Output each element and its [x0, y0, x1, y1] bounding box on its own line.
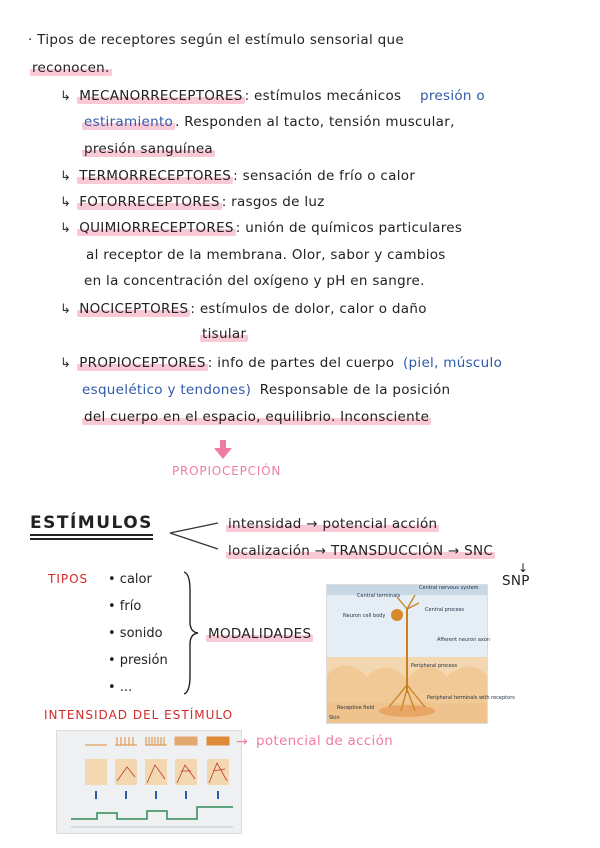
arrow-icon: ↳ [60, 89, 72, 104]
modalidades-label [206, 626, 313, 642]
fig-afferent-label: Afferent neuron axon [437, 637, 490, 643]
estimulos-title [30, 513, 153, 540]
neuron-illustration [327, 585, 487, 723]
quimio-desc: : unión de químicos particulares [235, 220, 463, 236]
noci-desc-2: tisular [202, 326, 247, 342]
quimio-line-3 [84, 273, 425, 289]
mecano-line-2 [82, 114, 455, 130]
propio-blue-1: (piel, músculo [402, 355, 503, 371]
mecano-line-1 [60, 88, 485, 104]
tipo-item: • frío [108, 599, 142, 614]
tipo-item: • calor [108, 572, 152, 587]
propio-line-2 [82, 382, 450, 398]
modalidades-text: MODALIDADES [208, 626, 312, 642]
title-underline-2 [30, 538, 153, 540]
title-underline [30, 534, 153, 536]
tipo-item: • ... [108, 680, 133, 695]
fig-skin-label: Skin [329, 715, 340, 721]
intro-line-1 [28, 32, 404, 48]
branch-localizacion-text: localización → TRANSDUCCIÓN → SNC [228, 543, 494, 559]
propio-title: PROPIOCEPTORES [79, 355, 206, 371]
fig-neuron-body-label: Neuron cell body [343, 613, 386, 619]
mecano-desc: : estímulos mecánicos [244, 88, 402, 104]
propio-desc: : info de partes del cuerpo [207, 355, 395, 371]
snc-down-arrow-icon: ↓ [518, 561, 529, 575]
quimio-line-2 [86, 247, 446, 263]
tipo-item: • sonido [108, 626, 163, 641]
fig-cns-label: Central nervous system [419, 585, 479, 591]
snp-label: SNP [502, 573, 530, 589]
arrow-icon: ↳ [60, 302, 72, 317]
noci-desc: : estímulos de dolor, calor o daño [190, 301, 427, 317]
arrow-icon: ↳ [60, 195, 72, 210]
mecano-desc-3: presión sanguínea [84, 141, 213, 157]
foto-title: FOTORRECEPTORES [79, 194, 220, 210]
termo-title: TERMORRECEPTORES [79, 168, 232, 184]
branch-lines [168, 515, 228, 555]
noci-line-1 [60, 301, 427, 317]
intro-text-2: reconocen. [32, 60, 110, 76]
mecano-desc-2: . Responden al tacto, tensión muscular, [175, 114, 455, 130]
quimio-desc-2: al receptor de la membrana. Olor, sabor y cambios [86, 247, 446, 263]
intensidad-label: INTENSIDAD DEL ESTÍMULO [44, 708, 234, 722]
tipos-label: TIPOS [48, 572, 89, 586]
noci-title: NOCICEPTORES [79, 301, 189, 317]
mecano-blue-1: presión o [419, 88, 485, 104]
branch-localizacion [226, 543, 495, 559]
tipo-item: • presión [108, 653, 168, 668]
propio-desc-3: del cuerpo en el espacio, equilibrio. Inconsciente [84, 409, 430, 425]
fig-central-terminals-label: Central terminals [357, 593, 401, 599]
termo-line [60, 168, 415, 184]
noci-line-2 [200, 326, 248, 342]
neuron-figure [326, 584, 515, 724]
propiocepcion-label: PROPIOCEPCIÓN [172, 464, 282, 478]
down-arrow-icon [214, 440, 232, 464]
arrow-icon: ↳ [60, 221, 72, 236]
intro-line-2 [30, 60, 112, 76]
branch-intensidad [226, 516, 439, 532]
potencial-label: potencial de acción [256, 733, 394, 749]
propio-blue-2: esquelético y tendones) [82, 382, 252, 398]
mecano-blue-2: estiramiento [84, 114, 174, 130]
quimio-title: QUIMIORRECEPTORES [79, 220, 234, 236]
foto-line [60, 194, 325, 210]
propio-line-1 [60, 355, 502, 371]
fig-receptive-field-label: Receptive field [337, 705, 375, 711]
estimulos-title-text: ESTÍMULOS [30, 513, 153, 533]
stimulus-intensity-illustration [57, 731, 241, 833]
arrow-right-icon: → [236, 734, 248, 750]
foto-desc: : rasgos de luz [221, 194, 325, 210]
quimio-desc-3: en la concentración del oxígeno y pH en sangre. [84, 273, 425, 289]
fig-central-process-label: Central process [425, 607, 465, 613]
mecano-title: MECANORRECEPTORES [79, 88, 243, 104]
stimulus-intensity-figure [56, 730, 242, 834]
arrow-icon: ↳ [60, 169, 72, 184]
quimio-line-1 [60, 220, 462, 236]
mecano-line-3 [82, 141, 215, 157]
fig-peripheral-label: Peripheral process [411, 663, 458, 669]
propio-line-3 [82, 409, 431, 425]
intro-text: · Tipos de receptores según el estímulo sensorial que [28, 32, 404, 48]
arrow-icon: ↳ [60, 356, 72, 371]
propio-desc-2: Responsable de la posición [259, 382, 451, 398]
fig-peripheral-terminals-label: Peripheral terminals with receptors [427, 695, 515, 701]
brace-icon [176, 570, 206, 696]
branch-intensidad-text: intensidad → potencial acción [228, 516, 438, 532]
termo-desc: : sensación de frío o calor [233, 168, 416, 184]
